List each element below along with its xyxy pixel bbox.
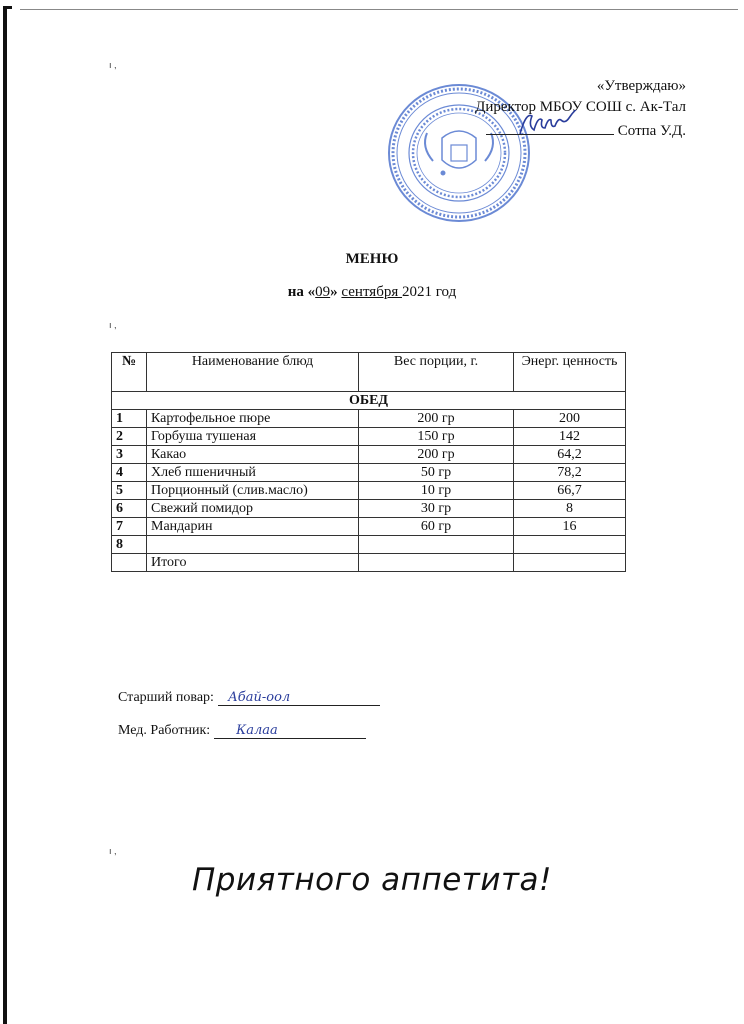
scan-speck: ı , xyxy=(109,320,117,330)
total-label: Итого xyxy=(147,554,359,572)
director-signature-icon xyxy=(516,110,596,136)
chef-signature-line xyxy=(218,689,380,706)
scan-edge-corner xyxy=(3,6,12,9)
director-name: Сотпа У.Д. xyxy=(617,123,686,139)
medic-signature-row xyxy=(118,722,366,739)
table-row: 5 Порционный (слив.масло) 10 гр 66,7 xyxy=(112,482,626,500)
scan-speck: ı , xyxy=(109,846,117,856)
approval-heading: «Утверждаю» xyxy=(596,78,686,94)
medic-signature: Калаа xyxy=(236,723,278,738)
section-row xyxy=(112,392,626,410)
closing-wish: Приятного аппетита! xyxy=(192,862,552,898)
menu-table xyxy=(111,352,626,572)
section-label: ОБЕД xyxy=(112,392,626,410)
col-header-num: № xyxy=(112,353,147,392)
approval-block xyxy=(475,76,686,142)
director-signature-row xyxy=(475,118,686,142)
medic-signature-line xyxy=(214,722,366,739)
date-month: сентября xyxy=(341,284,402,300)
chef-signature-row xyxy=(118,689,380,706)
table-header-row xyxy=(112,353,626,392)
col-header-weight: Вес порции, г. xyxy=(359,353,514,392)
menu-date: на «09» сентября 2021 год xyxy=(287,284,457,300)
chef-label: Старший повар: xyxy=(118,690,214,705)
col-header-energy: Энерг. ценность xyxy=(514,353,626,392)
table-row: 8 xyxy=(112,536,626,554)
date-day: 09 xyxy=(315,284,331,300)
table-row: 3 Какао 200 гр 64,2 xyxy=(112,446,626,464)
table-row: 4 Хлеб пшеничный 50 гр 78,2 xyxy=(112,464,626,482)
page-title: МЕНЮ xyxy=(345,251,399,267)
col-header-name: Наименование блюд xyxy=(147,353,359,392)
date-year: 2021 год xyxy=(402,284,457,300)
table-row: 7 Мандарин 60 гр 16 xyxy=(112,518,626,536)
scan-speck: ı , xyxy=(109,60,117,70)
approval-position: Директор МБОУ СОШ с. Ак-Тал xyxy=(475,99,686,115)
medic-label: Мед. Работник: xyxy=(118,723,211,738)
scan-edge-top xyxy=(20,9,738,10)
total-row xyxy=(112,554,626,572)
director-signature-line xyxy=(486,118,614,135)
table-row: 2 Горбуша тушеная 150 гр 142 xyxy=(112,428,626,446)
chef-signature: Абай-оол xyxy=(227,690,291,705)
table-row: 6 Свежий помидор 30 гр 8 xyxy=(112,500,626,518)
table-row: 1 Картофельное пюре 200 гр 200 xyxy=(112,410,626,428)
